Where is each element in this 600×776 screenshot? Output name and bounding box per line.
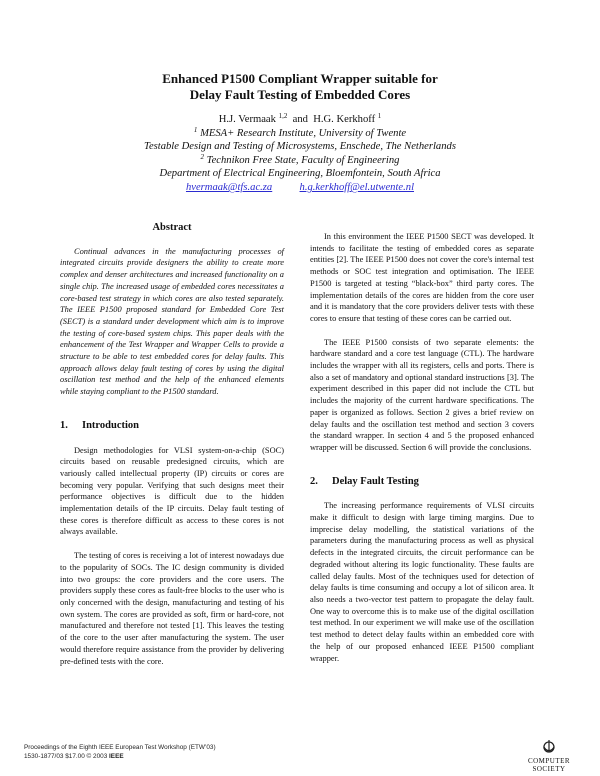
footer-line-1: Proceedings of the Eighth IEEE European Test Workshop (ETW’03) [24, 744, 216, 751]
section-2-paragraph-1: The increasing performance requirements of VLSI circuits make it difficult to design with large timing margins. Due to imprecise delay modelling, the statistical variations of the parameters during the manufacturing process as well as physical defects in the integrated circuits, the circuit performance can be degraded without altering its logic functionality. These faults are called delay faults. Most of the techniques used for detection of delay faults is time consuming and occupy a lot of silicon area. It also needs a two-vector test pattern to propagate the delay fault. One way to overcome this is to make use of the digital oscillation test method. In our experiment we will make use of the oscillation test method to detect delay faults within an embedded core with the help of our proposed enhanced IEEE P1500 compliant wrapper. [310, 501, 534, 663]
email-link-2[interactable]: h.g.kerkhoff@el.utwente.nl [299, 181, 415, 193]
author-emails [40, 181, 560, 195]
proceedings-footer [24, 743, 216, 761]
abstract-text: Continual advances in the manufacturing processes of integrated circuits provide designers the ability to create more complex and denser architectures and increased functionality on a single chip. The increased usage of embedded cores necessitates a core-based test strategy in which cores are also tested separately. The IEEE P1500 proposed standard for Embedded Core Test (SECT) is a standard under development which aim is to improve the testing of core-based system chips. This paper deals with the enhancement of the Test Wrapper and Wrapper Cells to provide a structure to be able to test embedded cores for delay faults. This approach allows delay fault testing of cores by using the digital oscillation test method and the help of the enhanced elements while staying compliant to the P1500 standard. [60, 246, 284, 397]
paper-title [60, 71, 540, 103]
section-2-heading [310, 476, 534, 488]
affiliation-1-dept: Testable Design and Testing of Microsystems, Enschede, The Netherlands [144, 141, 456, 153]
author-2-affil: 1 [377, 112, 382, 120]
section-1-number: 1. [60, 419, 68, 431]
section-1-paragraph-1: Design methodologies for VLSI system-on-a-chip (SOC) circuits based on reusable predesigned circuits, which are variously called intellectual property (IP) circuits or cores are becoming very popular. Verifying that such designs meet their performance objectives is difficult due to the hidden implementation details of the IP circuits. Delay fault testing of these cores is therefore difficult as access to these cores is not always available. [60, 445, 284, 537]
logo-line-1: COMPUTER [527, 757, 571, 765]
affiliation-1-marker: 1 [193, 125, 198, 134]
right-column [310, 231, 534, 676]
footer-ieee: IEEE [109, 753, 124, 760]
section-1-paragraph-2: The testing of cores is receiving a lot of interest nowadays due to the popularity of SOCs. The IC design community is divided into two groups: the core providers and the core users. The providers supply these cores as fault-free blocks to the user who is only concerned with the design, manufacturing and testing of his own system. The cores are provided as soft, firm or hard-core, not manufactured and therefore not tested [1]. This leaves the testing of the core to the user after manufacturing the system. The user would therefore require assistance from the provider by delivering pre-defined tests with the core. [60, 551, 284, 666]
computer-society-logo-text [517, 757, 581, 773]
affiliation-1 [40, 127, 560, 141]
affiliation-2-dept: Department of Electrical Engineering, Bloemfontein, South Africa [159, 168, 441, 180]
author-2: H.G. Kerkhoff [313, 114, 376, 125]
affiliation-2 [40, 154, 560, 168]
right-paragraph-1: In this environment the IEEE P1500 SECT was developed. It intends to facilitate the testing of embedded cores as separate entities [2]. The IEEE P1500 does not cover the core's internal test methods or SOC test integration and optimisation. The IEEE P1500 is targeted at testing “black-box” third party cores. The implementation details of the cores are hidden from the core user and it is mandatory that the core providers deliver tests with these cores to ensure that testing of these cores can be carried out. [310, 232, 534, 323]
author-1: H.J. Vermaak [218, 114, 276, 125]
author-and: and [292, 114, 308, 125]
abstract-heading: Abstract [152, 222, 192, 233]
author-1-affil: 1,2 [278, 112, 288, 120]
affiliation-2-name: Technikon Free State, Faculty of Engineering [206, 154, 400, 166]
title-line-2: Delay Fault Testing of Embedded Cores [189, 87, 411, 102]
author-block [40, 113, 560, 195]
section-1-title: Introduction [82, 419, 139, 431]
title-line-1: Enhanced P1500 Compliant Wrapper suitable for [162, 71, 438, 86]
author-names [40, 113, 560, 127]
section-2-title: Delay Fault Testing [332, 475, 419, 487]
affiliation-2-marker: 2 [200, 152, 205, 161]
footer-copyright: 1530-1877/03 $17.00 © 2003 [24, 753, 108, 760]
left-column [60, 222, 284, 679]
affiliation-1-name: MESA+ Research Institute, University of Twente [200, 127, 407, 139]
logo-line-2: SOCIETY [532, 765, 566, 773]
email-link-1[interactable]: hvermaak@tfs.ac.za [185, 181, 273, 193]
footer-line-2 [24, 752, 216, 761]
section-2-number: 2. [310, 475, 318, 487]
right-paragraph-2: The IEEE P1500 consists of two separate elements: the hardware standard and a core test language (CTL). The hardware includes the wrapper with all its registers, cells and ports. There is also a set of mandatory and optional standard instructions [3]. The experiment described in this paper did not include the CTL but includes the majority of the current hardware specifications. The paper is organized as follows. Section 2 gives a brief review on delay faults and the oscillation test method and section 3 covers the standard wrapper. In section 4 and 5 the proposed enhanced wrapper will be discussed. Section 6 will provide the conclusions. [310, 337, 534, 452]
section-1-heading [60, 420, 284, 432]
